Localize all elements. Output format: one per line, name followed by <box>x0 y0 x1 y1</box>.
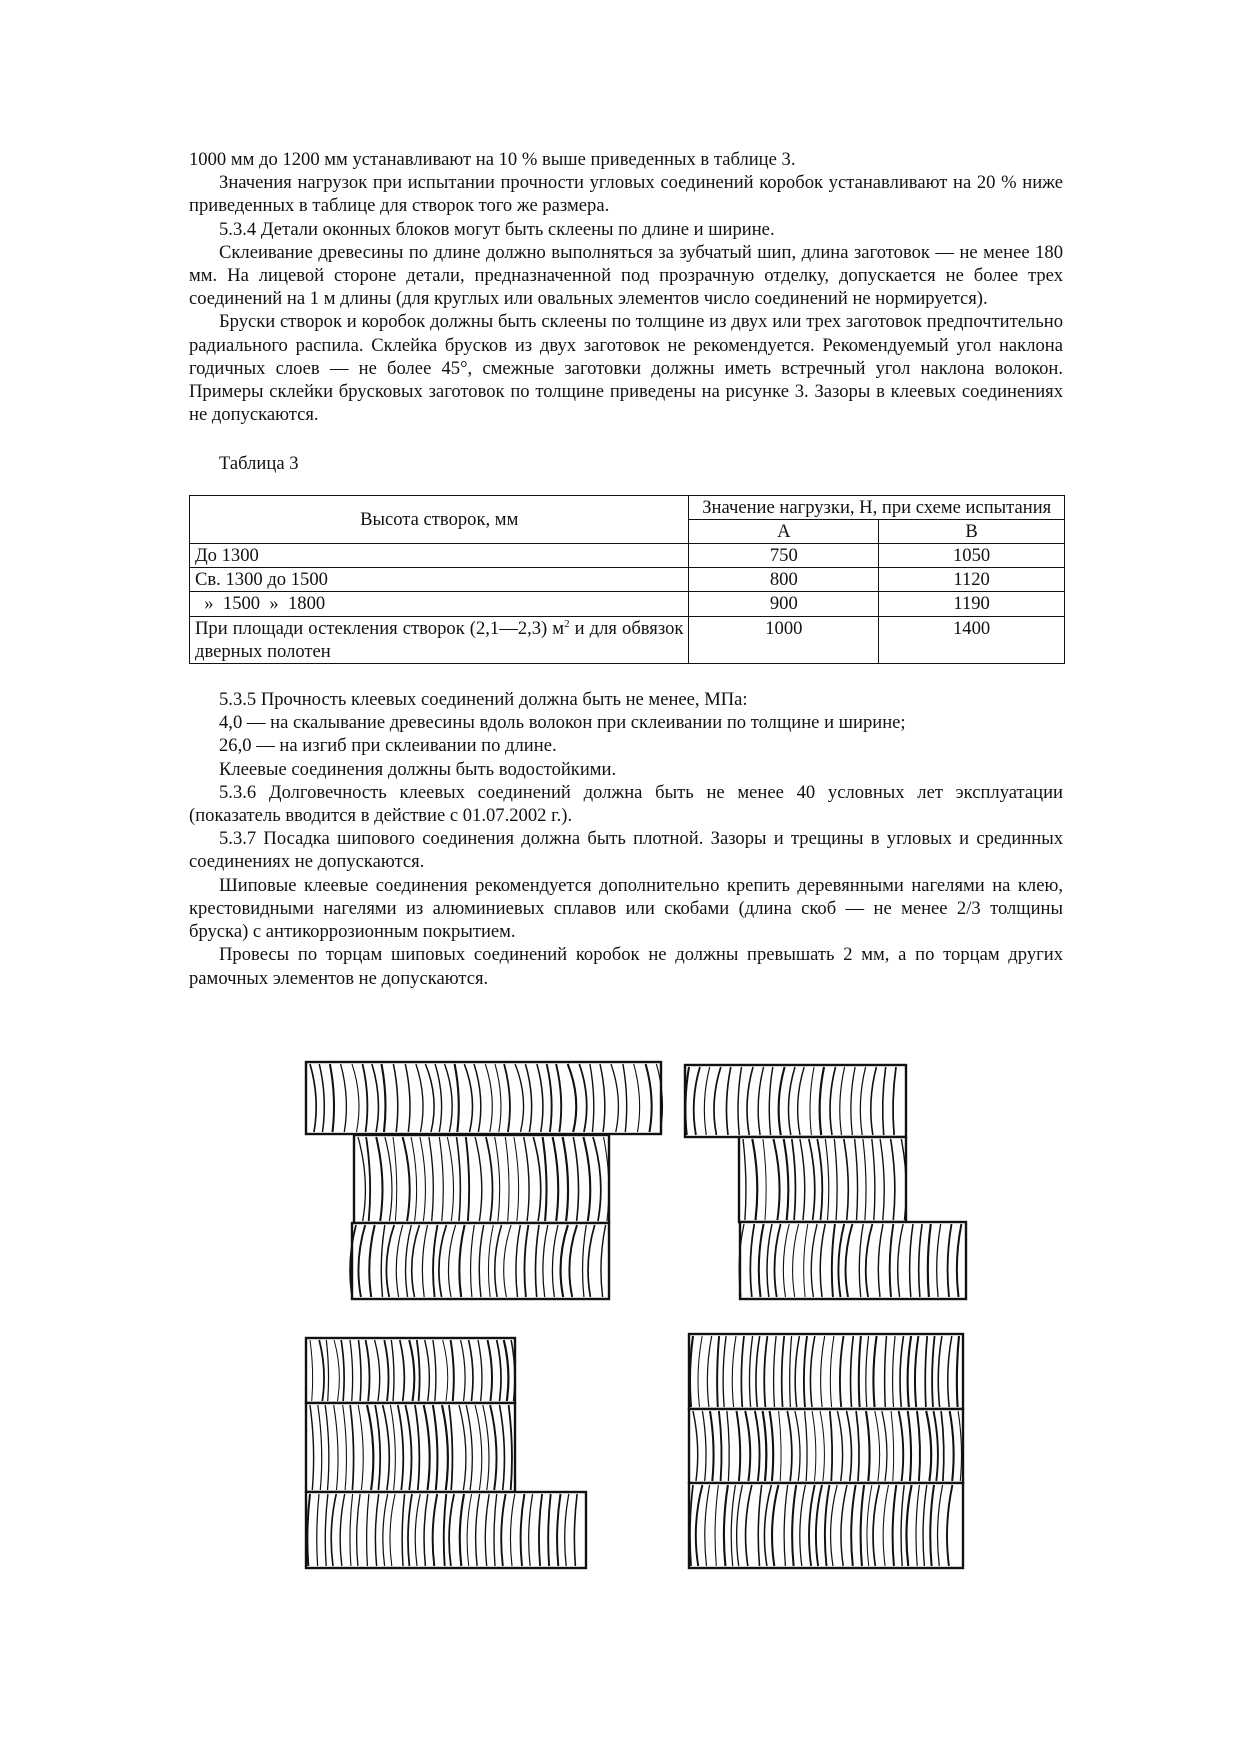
value-b: 1050 <box>879 544 1065 568</box>
row-label: До 1300 <box>190 544 689 568</box>
wood-board <box>739 1137 906 1222</box>
value-b: 1120 <box>879 568 1065 592</box>
paragraph: 26,0 — на изгиб при склеивании по длине. <box>219 735 557 757</box>
value-a: 1000 <box>689 616 879 663</box>
wood-board <box>689 1483 963 1568</box>
header-scheme-b: В <box>879 519 1065 543</box>
paragraph: Бруски створок и коробок должны быть склеены по толщине из двух или трех заготовок предпочтительно радиального распила. Склейка брусков из двух заготовок не рекомендуется. Рекомендуемый угол наклона годичных слоев — не более 45°, смежные заготовки должны иметь встречный угол наклона волокон. Примеры склейки брусковых заготовок по толщине приведены на рисунке 3. Зазоры в клеевых соединениях не допускаются. <box>189 311 1063 426</box>
value-a: 800 <box>689 568 879 592</box>
value-b: 1190 <box>879 592 1065 616</box>
paragraph: Провесы по торцам шиповых соединений коробок не должны превышать 2 мм, а по торцам других рамочных элементов не допускаются. <box>189 944 1063 989</box>
header-load-group: Значение нагрузки, Н, при схеме испытания <box>689 495 1065 519</box>
wood-board <box>306 1338 515 1403</box>
paragraph: Склеивание древесины по длине должно выполняться за зубчатый шип, длина заготовок — не менее 180 мм. На лицевой стороне детали, предназначенной под прозрачную отделку, допускается не более трех соединений на 1 м длины (для круглых или овальных элементов число соединений не нормируется). <box>189 241 1063 310</box>
row-label-post: и для обвязок дверных полотен <box>195 617 684 662</box>
paragraph: 5.3.5 Прочность клеевых соединений должна быть не менее, МПа: <box>219 689 748 711</box>
row-label-pre: При площади остекления створок (2,1—2,3) м <box>195 617 565 639</box>
paragraph: Шиповые клеевые соединения рекомендуется дополнительно крепить деревянными нагелями на клею, крестовидными нагелями из алюминиевых сплавов или скобами (длина скоб — не менее 2/3 толщины бруска) с антикоррозионным покрытием. <box>189 874 1063 943</box>
value-a: 900 <box>689 592 879 616</box>
table-caption: Таблица 3 <box>219 453 299 475</box>
wood-board <box>306 1492 586 1568</box>
paragraph: 5.3.4 Детали оконных блоков могут быть склеены по длине и ширине. <box>219 218 775 240</box>
wood-board <box>350 1223 609 1299</box>
paragraph: Клеевые соединения должны быть водостойкими. <box>219 758 617 780</box>
wood-board <box>306 1403 515 1492</box>
row-label: » 1500 » 1800 <box>190 592 689 616</box>
wood-board <box>354 1135 609 1223</box>
value-b: 1400 <box>879 616 1065 663</box>
paragraph: 5.3.7 Посадка шипового соединения должна быть плотной. Зазоры и трещины в угловых и срединных соединениях не допускаются. <box>189 828 1063 873</box>
wood-board <box>689 1334 963 1409</box>
paragraph: 5.3.6 Долговечность клеевых соединений должна быть не менее 40 условных лет эксплуатации (показатель вводится в действие с 01.07.2002 г.). <box>189 781 1063 827</box>
header-scheme-a: А <box>689 519 879 543</box>
wood-board <box>306 1062 663 1134</box>
paragraph: 4,0 — на скалывание древесины вдоль волокон при склеивании по толщине и ширине; <box>219 712 906 734</box>
value-a: 750 <box>689 544 879 568</box>
row-label-sup: 2 <box>564 617 570 630</box>
wood-board <box>739 1222 966 1299</box>
header-height: Высота створок, мм <box>190 495 689 543</box>
wood-board <box>685 1065 906 1137</box>
paragraph: Значения нагрузок при испытании прочности угловых соединений коробок устанавливают на 20 % ниже приведенных в таблице для створок того же размера. <box>189 172 1063 217</box>
wood-board <box>689 1409 963 1483</box>
row-label: Св. 1300 до 1500 <box>190 568 689 592</box>
paragraph: 1000 мм до 1200 мм устанавливают на 10 % выше приведенных в таблице 3. <box>189 149 796 170</box>
